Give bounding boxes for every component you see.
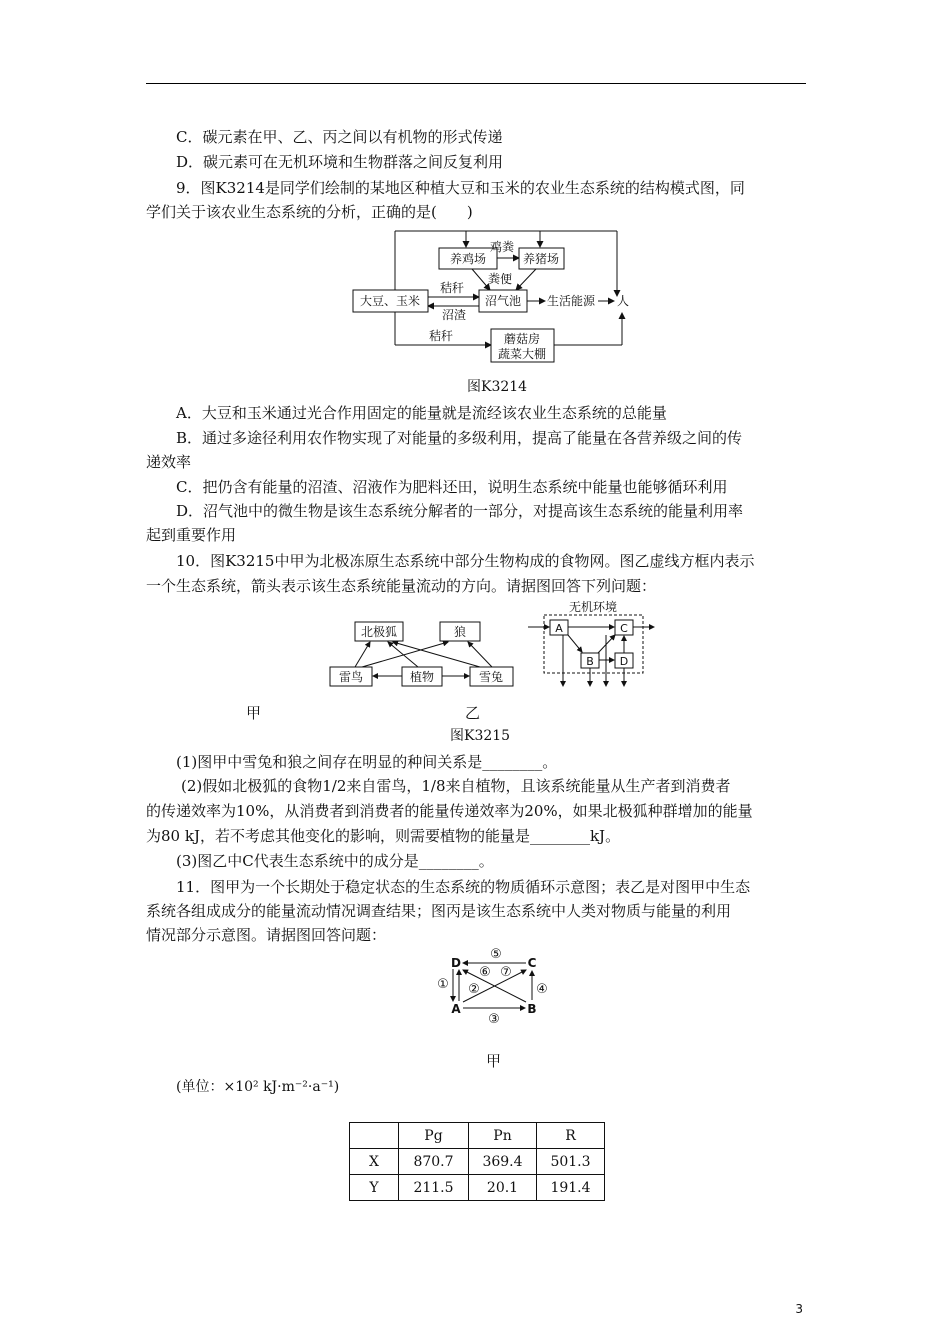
q11-line2: 系统各组成成分的能量流动情况调查结果；图丙是该生态系统中人类对物质与能量的利用 [146, 902, 732, 920]
mushroom-label: 蘑菇房 [503, 332, 541, 346]
ptarmigan-label: 雷鸟 [338, 670, 364, 684]
q9-option-b-line1: B．通过多途径利用农作物实现了对能量的多级利用，提高了能量在各营养级之间的传 [176, 429, 743, 447]
q10-sub2-line3: 为80 kJ，若不考虑其他变化的影响，则需要植物的能量是________kJ。 [146, 827, 621, 845]
biogas-label: 沼气池 [484, 294, 522, 308]
table-header-cell: R [537, 1123, 605, 1149]
table-header-cell [350, 1123, 399, 1149]
hare-label: 雪兔 [478, 670, 504, 684]
node-a-label: A [555, 622, 563, 635]
table-cell: 20.1 [469, 1175, 537, 1201]
figure-jia-label: 甲 [246, 704, 262, 722]
header-rule [146, 83, 806, 84]
q10-line2: 一个生态系统，箭头表示该生态系统能量流动的方向。请据图回答下列问题： [146, 577, 657, 595]
q9-option-d-line2: 起到重要作用 [146, 526, 237, 544]
table-header-row [350, 1123, 605, 1149]
option-c-line: C．碳元素在甲、乙、丙之间以有机物的形式传递 [176, 128, 503, 146]
q9-option-b-line2: 递效率 [146, 453, 192, 471]
q10-sub3: (3)图乙中C代表生态系统中的成分是________。 [176, 852, 494, 870]
arrow-6-label: ⑥ [479, 965, 491, 980]
arctic-fox-label: 北极狐 [360, 625, 398, 639]
table-cell: 501.3 [537, 1149, 605, 1175]
arrow-7-label: ⑦ [500, 965, 512, 980]
table-header-cell: Pn [469, 1123, 537, 1149]
figure-yi-label: 乙 [465, 704, 481, 722]
abiotic-env-label: 无机环境 [568, 600, 618, 614]
table-cell: Y [350, 1175, 399, 1201]
arrow-5-label: ⑤ [490, 947, 502, 962]
living-energy-label: 生活能源 [546, 294, 596, 308]
q9-option-c: C．把仍含有能量的沼渣、沼液作为肥料还田，说明生态系统中能量也能够循环利用 [176, 478, 728, 496]
table-header-cell: Pg [399, 1123, 469, 1149]
table-row [350, 1149, 605, 1175]
q9-option-d-line1: D．沼气池中的微生物是该生态系统分解者的一部分，对提高该生态系统的能量利用率 [176, 502, 744, 520]
figure-material-cycle [428, 945, 553, 1030]
figure-k3214 [340, 220, 640, 370]
node-c-label: C [527, 956, 537, 970]
q10-line1: 10．图K3215中甲为北极冻原生态系统中部分生物构成的食物网。图乙虚线方框内表示 [176, 552, 755, 570]
q11-line1: 11．图甲为一个长期处于稳定状态的生态系统的物质循环示意图；表乙是对图甲中生态 [176, 878, 751, 896]
node-b-label: B [586, 655, 594, 668]
q11-line3: 情况部分示意图。请据图回答问题： [146, 926, 387, 944]
plant-label: 植物 [409, 670, 435, 684]
dung-label: 粪便 [487, 272, 513, 286]
table-row [350, 1175, 605, 1201]
table-cell: X [350, 1149, 399, 1175]
figure-k3215-caption: 图K3215 [450, 728, 511, 744]
page-number: 3 [795, 1302, 803, 1316]
person-label: 人 [616, 294, 630, 308]
figure-k3215 [320, 595, 665, 695]
q9-line2: 学们关于该农业生态系统的分析，正确的是( ) [146, 203, 473, 221]
straw-label: 秸秆 [439, 281, 465, 295]
arrow-4-label: ④ [536, 982, 548, 997]
unit-line: (单位：×10² kJ·m⁻²·a⁻¹) [176, 1079, 340, 1095]
wolf-label: 狼 [453, 625, 467, 639]
table-cell: 191.4 [537, 1175, 605, 1201]
figure-jia-label-2: 甲 [486, 1052, 502, 1070]
table-cell: 870.7 [399, 1149, 469, 1175]
q10-sub2-line2: 的传递效率为10%，从消费者到消费者的能量传递效率为20%，如果北极狐种群增加的能量 [146, 802, 753, 820]
option-d-line: D．碳元素可在无机环境和生物群落之间反复利用 [176, 153, 504, 171]
chicken-dung-label: 鸡粪 [489, 240, 515, 254]
arrow-1-label: ① [437, 977, 449, 992]
node-d-label: D [619, 655, 629, 668]
node-b-label: B [527, 1002, 537, 1016]
table-cell: 211.5 [399, 1175, 469, 1201]
node-c-label: C [620, 622, 628, 635]
chicken-farm-label: 养鸡场 [449, 252, 487, 266]
q9-line1: 9．图K3214是同学们绘制的某地区种植大豆和玉米的农业生态系统的结构模式图，同 [176, 179, 745, 197]
figure-k3214-caption: 图K3214 [467, 379, 528, 395]
table-cell: 369.4 [469, 1149, 537, 1175]
arrow-2-label: ② [468, 982, 480, 997]
greenhouse-label: 蔬菜大棚 [497, 347, 547, 361]
straw-label-2: 秸秆 [428, 329, 454, 343]
pig-farm-label: 养猪场 [522, 252, 560, 266]
residue-label: 沼渣 [441, 308, 467, 322]
crops-label: 大豆、玉米 [359, 294, 421, 308]
node-d-label: D [451, 956, 461, 970]
q10-sub2-line1: (2)假如北极狐的食物1/2来自雷鸟，1/8来自植物，且该系统能量从生产者到消费者 [181, 777, 731, 795]
q9-option-a: A．大豆和玉米通过光合作用固定的能量就是流经该农业生态系统的总能量 [176, 404, 667, 422]
arrow-3-label: ③ [488, 1012, 500, 1027]
energy-flow-table [349, 1122, 605, 1201]
node-a-label: A [451, 1002, 461, 1016]
q10-sub1: (1)图甲中雪兔和狼之间存在明显的种间关系是________。 [176, 753, 558, 771]
